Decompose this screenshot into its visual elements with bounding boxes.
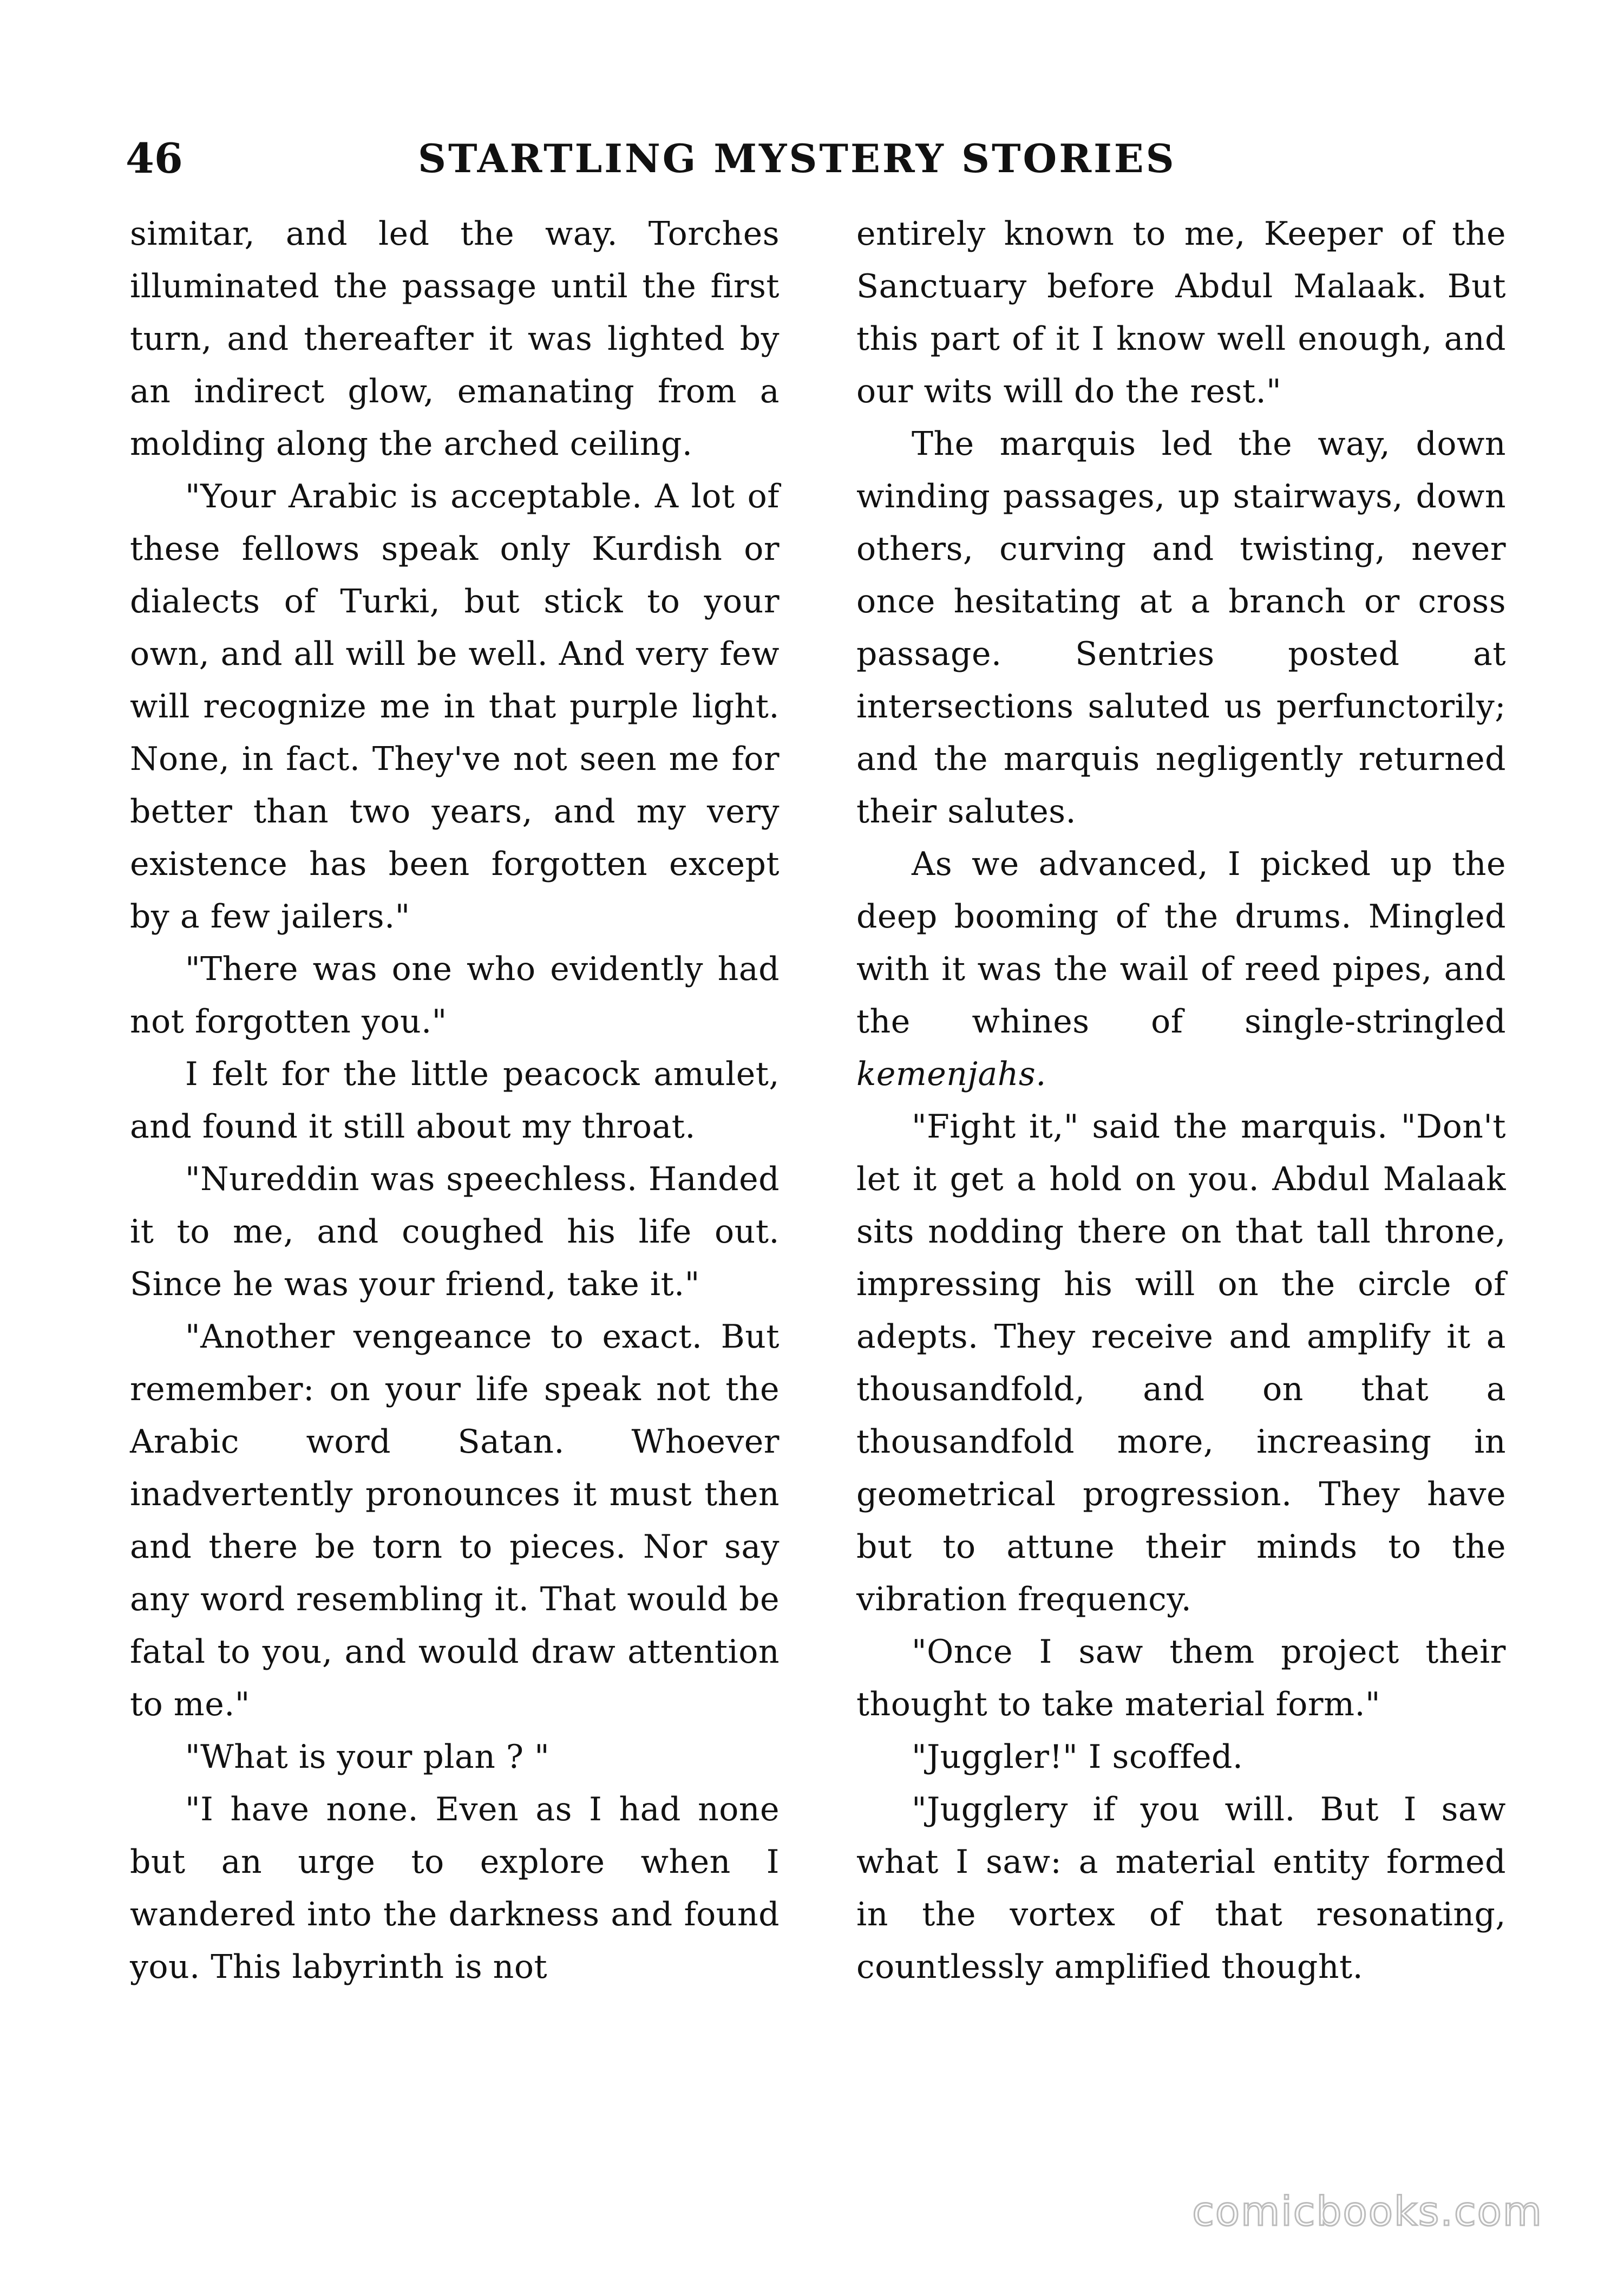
paragraph: "Juggler!" I scoffed. [912, 1738, 1243, 1776]
paragraph: entirely known to me, Keeper of the Sanctuary before Abdul Malaak. But this part of it I know well enough, and our wits will do the rest." [856, 215, 1506, 410]
paragraph: "Fight it," said the marquis. "Don't let it get a hold on you. Abdul Malaak sits nodding there on that tall throne, impressing his will on the circle of adepts. They receive and amplify it a thousandfold, and on that a thousandfold more, increasing in geometrical progression. They have but to attune their minds to the vibration frequency. [856, 1108, 1506, 1618]
left-column [130, 208, 780, 1994]
paragraph-text: As we advanced, I picked up the deep booming of the drums. Mingled with it was the wail of reed pipes, and the whines of single-stringled [856, 845, 1506, 1041]
paragraph: "I have none. Even as I had none but an urge to explore when I wandered into the darkness and found you. This labyrinth is not [130, 1791, 780, 1986]
paragraph: I felt for the little peacock amulet, and found it still about my throat. [130, 1055, 780, 1146]
paragraph: "Another vengeance to exact. But remember: on your life speak not the Arabic word Satan. Whoever inadvertently pronounces it must then and there be torn to pieces. Nor say any word resembling it. That would be fatal to you, and would draw attention to me." [130, 1318, 780, 1723]
paragraph: "What is your plan ? " [185, 1738, 550, 1776]
running-title: STARTLING MYSTERY STORIES [418, 135, 1176, 181]
right-column [856, 208, 1506, 1994]
paragraph [856, 838, 1506, 1101]
paragraph: simitar, and led the way. Torches illuminated the passage until the first turn, and thereafter it was lighted by an indirect glow, emanating from a molding along the arched ceiling. [130, 215, 780, 463]
paragraph: "Your Arabic is acceptable. A lot of these fellows speak only Kurdish or dialects of Turki, but stick to your own, and all will be well. And very few will recognize me in that purple light. None, in fact. They've not seen me for better than two years, and my very existence has been forgotten except by a few jailers." [130, 478, 780, 936]
paragraph: "There was one who evidently had not forgotten you." [130, 950, 780, 1041]
paragraph: The marquis led the way, down winding passages, up stairways, down others, curving and twisting, never once hesitating at a branch or cross passage. Sentries posted at intersections saluted us perfunctorily; and the marquis negligently returned their salutes. [856, 425, 1506, 831]
page-number: 46 [126, 134, 183, 182]
page-header [126, 129, 1246, 188]
paragraph: "Nureddin was speechless. Handed it to me, and coughed his life out. Since he was your friend, take it." [130, 1160, 780, 1303]
italic-word: kemenjahs. [856, 1055, 1046, 1093]
watermark: comicbooks.com [1192, 2188, 1543, 2235]
paragraph: "Jugglery if you will. But I saw what I saw: a material entity formed in the vortex of that resonating, countlessly amplified thought. [856, 1791, 1506, 1986]
paragraph: "Once I saw them project their thought to take material form." [856, 1633, 1506, 1723]
